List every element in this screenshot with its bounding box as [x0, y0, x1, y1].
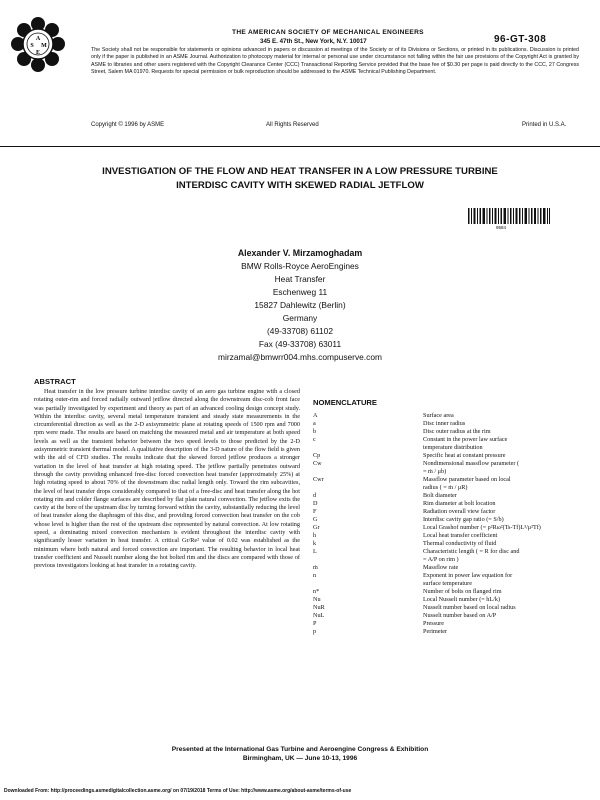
- nomenclature-symbol: n: [313, 572, 317, 579]
- nomenclature-row: [313, 492, 583, 500]
- nomenclature-symbol: F: [313, 508, 317, 515]
- nomenclature-symbol: Cp: [313, 452, 321, 459]
- nomenclature-symbol: k: [313, 540, 317, 547]
- nomenclature-definition: Local Nusselt number (= hL/k): [423, 596, 501, 603]
- author-street: Eschenweg 11: [272, 287, 328, 297]
- nomenclature-definition: = ṁ / μb): [423, 468, 447, 475]
- nomenclature-row: [313, 604, 583, 612]
- copyright-notice: Copyright © 1996 by ASME: [91, 122, 165, 128]
- nomenclature-row: [313, 444, 583, 452]
- paper-title: [40, 165, 560, 193]
- rights-notice: All Rights Reserved: [266, 122, 319, 128]
- nomenclature-symbol: c: [313, 436, 316, 443]
- nomenclature-symbol: [313, 468, 423, 476]
- nomenclature-definition: temperature distribution: [423, 444, 483, 451]
- paper-number: 96-GT-308: [494, 34, 547, 45]
- nomenclature-symbol: G: [313, 516, 318, 523]
- nomenclature-row: [313, 436, 583, 444]
- nomenclature-row: [313, 476, 583, 484]
- nomenclature-symbol: b: [313, 428, 317, 435]
- nomenclature-row: [313, 524, 583, 532]
- nomenclature-definition: Disc outer radius at the rim: [423, 428, 491, 435]
- nomenclature-definition: Nondimensional massflow parameter (: [423, 460, 520, 467]
- nomenclature-symbol: [313, 556, 423, 564]
- nomenclature-definition: Bolt diameter: [423, 492, 457, 499]
- author-fax: Fax (49-33708) 63011: [258, 339, 342, 349]
- nomenclature-row: [313, 628, 583, 636]
- nomenclature-row: [313, 452, 583, 460]
- nomenclature-symbol: [313, 484, 423, 492]
- society-name: THE AMERICAN SOCIETY OF MECHANICAL ENGINEERS: [232, 29, 424, 36]
- printed-notice: Printed in U.S.A.: [522, 122, 567, 128]
- nomenclature-definition: Constant in the power law surface: [423, 436, 508, 443]
- nomenclature-symbol: Cw: [313, 460, 322, 467]
- nomenclature-definition: Disc inner radius: [423, 420, 466, 427]
- asme-logo: [10, 14, 66, 76]
- nomenclature-row: [313, 612, 583, 620]
- nomenclature-definition: Characteristic length ( = R for disc and: [423, 548, 520, 555]
- nomenclature-row: [313, 516, 583, 524]
- nomenclature-symbol: [313, 580, 423, 588]
- nomenclature-row: [313, 428, 583, 436]
- nomenclature-definition: Perimeter: [423, 628, 448, 635]
- nomenclature-definition: Thermal conductivity of fluid: [423, 540, 497, 547]
- nomenclature-symbol: ṁ: [313, 564, 318, 571]
- nomenclature-definition: Exponent in power law equation for: [423, 572, 513, 579]
- nomenclature-row: [313, 588, 583, 596]
- nomenclature-row: [313, 484, 583, 492]
- author-dept: Heat Transfer: [274, 274, 326, 284]
- nomenclature-definition: Pressure: [423, 620, 444, 627]
- nomenclature-definition: Specific heat at constant pressure: [423, 452, 506, 459]
- nomenclature-symbol: NuR: [313, 604, 325, 611]
- nomenclature-row: [313, 564, 583, 572]
- barcode: [468, 208, 550, 224]
- barcode-label: 9584: [496, 225, 507, 230]
- nomenclature-symbol: NuL: [313, 612, 325, 619]
- nomenclature-definition: Local heat transfer coefficient: [423, 532, 498, 539]
- nomenclature-row: [313, 580, 583, 588]
- nomenclature-row: [313, 540, 583, 548]
- nomenclature-definition: = A/P on rim ): [423, 556, 459, 563]
- logo-letter-a: A: [35, 36, 41, 42]
- author-name: Alexander V. Mirzamoghadam: [237, 248, 363, 258]
- abstract-text: Heat transfer in the low pressure turbine interdisc cavity of an aero gas turbine engine with a closed rotating outer-rim and forced radially outward jetflow directed along the downstream disc-cob front face was partially investigated by experiment and theory as part of an advanced cooling design concept study. Within the interdisc cavity, several metal temperature transient and steady state measurements in the circumferential direction as well as the 2-D axisymmetric plane at rotating speeds of 1500 rpm and 7000 rpm were made. The results are based on matching the measured metal and air temperature at both speed levels as well as the transient behavior between the two speed levels to those predicted by the 2-D axisymmetric transient thermal model. A qualitative description of the 3-D nature of the flow field is given with the aid of CFD studies. The results indicate that the skewed forced jetflow produces a stronger variation in the level of heat transfer at high rotating speed. The jetflow partially penetrates outward through the cavity providing enhanced free-disc forced convection heat transfer (approximately 25%) at high rotating speed to about 70% of the downstream disc radial length only. Toward the rim subcavities, the level of heat transfer drops considerably compared to that of a free-disc and heat transfer along the hot rotating rim and colder flange surfaces are described by flat plate natural convection. The jetflow exits the cavity at the bore of the upstream disc by turning forward within the cavity, substantially reducing the level of heat transfer along the diaphragm of this disc, and providing forced convection heat transfer on the cob whose level is higher than the rest of the upstream disc represented by natural convection. At low rotating speed, a dominating mixed convection mechanism is evident throughout the interdisc cavity with significantly lesser variation in heat transfer. A critical Gr/Re² value of 0.02 was established as the minimum where both natural and forced convection are important. The resulting behavior in local heat transfer coefficient and Nusselt number along the hot bolted rim and the discs are compared with those of previous investigators looking at heat transfer in a rotating cavity.: [34, 388, 300, 570]
- nomenclature-definition: Number of bolts on flanged rim: [423, 588, 502, 595]
- nomenclature-row: [313, 460, 583, 468]
- author-phone: (49-33708) 61102: [267, 326, 333, 336]
- nomenclature-definition: surface temperature: [423, 580, 472, 587]
- logo-letter-m: M: [41, 43, 47, 49]
- download-footer: Downloaded From: http://proceedings.asmedigitalcollection.asme.org/ on 07/19/2018 Terms of Use: http://www.asme.org/about-asme/terms-of-use: [4, 788, 352, 794]
- nomenclature-row: [313, 420, 583, 428]
- nomenclature-row: [313, 596, 583, 604]
- nomenclature-symbol: h: [313, 532, 317, 539]
- nomenclature-symbol: Gr: [313, 524, 320, 531]
- nomenclature-definition: Massflow rate: [423, 564, 459, 571]
- nomenclature-symbol: D: [313, 500, 318, 507]
- nomenclature-definition: Rim diameter at bolt location: [423, 500, 496, 507]
- nomenclature-row: [313, 500, 583, 508]
- nomenclature-definition: radius ( = ṁ / μR): [423, 484, 468, 491]
- society-address: 345 E. 47th St., New York, N.Y. 10017: [260, 38, 367, 45]
- title-line-1: INVESTIGATION OF THE FLOW AND HEAT TRANSFER IN A LOW PRESSURE TURBINE: [102, 166, 498, 177]
- nomenclature-symbol: n*: [313, 588, 320, 595]
- nomenclature-symbol: P: [313, 620, 317, 627]
- nomenclature-symbol: p: [313, 628, 317, 635]
- title-line-2: INTERDISC CAVITY WITH SKEWED RADIAL JETFLOW: [176, 180, 424, 191]
- nomenclature-row: [313, 412, 583, 420]
- presented-line-1: Presented at the International Gas Turbine and Aeroengine Congress & Exhibition: [171, 746, 429, 753]
- abstract-heading: ABSTRACT: [34, 377, 76, 386]
- nomenclature-definition: Surface area: [423, 412, 454, 419]
- nomenclature-symbol: Cwr: [313, 476, 324, 483]
- author-city: 15827 Dahlewitz (Berlin): [254, 300, 346, 310]
- logo-letter-s: S: [30, 43, 34, 49]
- nomenclature-symbol: L: [313, 548, 317, 555]
- nomenclature-definition: Interdisc cavity gap ratio (= S/b): [423, 516, 504, 523]
- nomenclature-definition: Nusselt number based on local radius: [423, 604, 516, 611]
- nomenclature-symbol: [313, 444, 423, 452]
- nomenclature-row: [313, 468, 583, 476]
- nomenclature-row: [313, 508, 583, 516]
- disclaimer-text: The Society shall not be responsible for statements or opinions advanced in papers or discussion at meetings of the Society or of its Divisions or Sections, or printed in its publications. Discussion is printed only if the paper is published in an ASME Journal. Authorization to photocopy material for internal or personal use under circumstance not falling within the fair use provisions of the Copyright Act is granted by ASME to libraries and other users registered with the Copyright Clearance Center (CCC) Transactional Reporting Service provided that the base fee of $0.30 per page is paid directly to the CCC, 27 Congress Street, Salem MA 01970. Requests for special permission or bulk reproduction should be addressed to the ASME Technical Publishing Department.: [91, 47, 579, 75]
- header-divider: [0, 146, 600, 147]
- nomenclature-symbol: Nu: [313, 596, 321, 603]
- nomenclature-heading: NOMENCLATURE: [313, 398, 377, 407]
- nomenclature-symbol: A: [313, 412, 318, 419]
- author-email[interactable]: mirzamal@bmwrr004.mhs.compuserve.com: [218, 352, 382, 362]
- nomenclature-list: [313, 412, 583, 636]
- logo-letter-e: E: [35, 50, 41, 56]
- presented-note: [80, 746, 520, 763]
- nomenclature-definition: Nusselt number based on A/P: [423, 612, 497, 619]
- nomenclature-definition: Massflow parameter based on local: [423, 476, 511, 483]
- nomenclature-row: [313, 620, 583, 628]
- nomenclature-row: [313, 556, 583, 564]
- author-company: BMW Rolls-Royce AeroEngines: [241, 261, 359, 271]
- author-country: Germany: [282, 313, 318, 323]
- presented-line-2: Birmingham, UK — June 10-13, 1996: [242, 754, 358, 762]
- nomenclature-symbol: d: [313, 492, 317, 499]
- nomenclature-row: [313, 572, 583, 580]
- nomenclature-definition: Radiation overall view factor: [423, 508, 496, 515]
- nomenclature-row: [313, 548, 583, 556]
- nomenclature-symbol: a: [313, 420, 316, 427]
- nomenclature-definition: Local Grashof number (= ρ²Rω²(Ts-Tf)L³/μ²Tf): [423, 524, 541, 531]
- nomenclature-row: [313, 532, 583, 540]
